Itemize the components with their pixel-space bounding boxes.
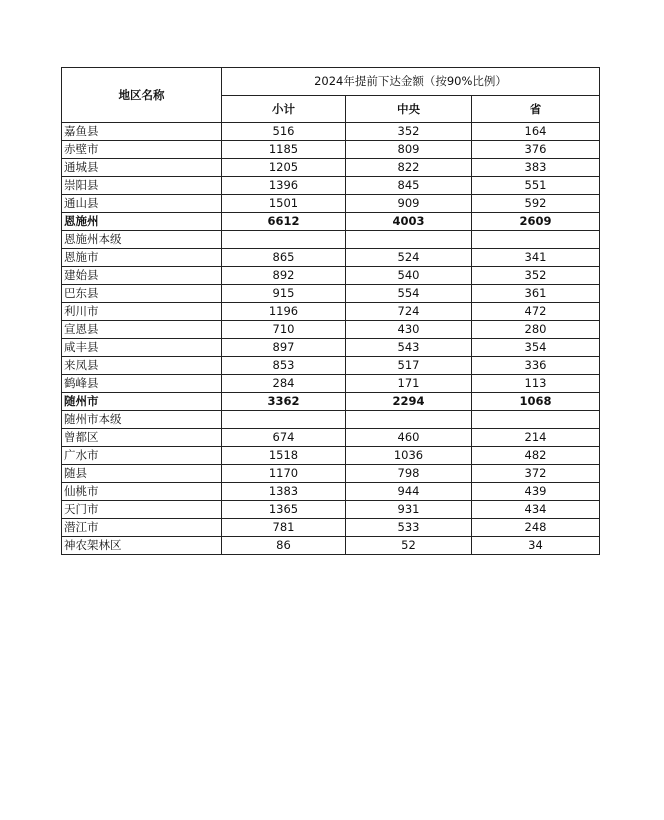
province-cell: 34 [472, 537, 600, 555]
subtotal-cell: 1383 [222, 483, 346, 501]
province-cell: 376 [472, 141, 600, 159]
table-row [62, 195, 600, 213]
central-cell: 798 [346, 465, 472, 483]
table-row [62, 231, 600, 249]
table-body [62, 123, 600, 555]
region-name-cell: 赤壁市 [62, 141, 222, 159]
subtotal-cell [222, 231, 346, 249]
province-cell: 383 [472, 159, 600, 177]
region-name-cell: 崇阳县 [62, 177, 222, 195]
region-name-cell: 鹤峰县 [62, 375, 222, 393]
subtotal-cell: 853 [222, 357, 346, 375]
province-cell: 1068 [472, 393, 600, 411]
subtotal-cell [222, 411, 346, 429]
province-cell: 341 [472, 249, 600, 267]
province-cell: 482 [472, 447, 600, 465]
central-cell: 809 [346, 141, 472, 159]
central-cell: 931 [346, 501, 472, 519]
central-cell: 430 [346, 321, 472, 339]
table-row [62, 159, 600, 177]
central-cell: 171 [346, 375, 472, 393]
region-name-cell: 随州市 [62, 393, 222, 411]
province-cell: 434 [472, 501, 600, 519]
subtotal-cell: 892 [222, 267, 346, 285]
subtotal-cell: 865 [222, 249, 346, 267]
province-cell: 280 [472, 321, 600, 339]
region-name-cell: 利川市 [62, 303, 222, 321]
subtotal-cell: 1196 [222, 303, 346, 321]
table-row [62, 411, 600, 429]
central-cell: 543 [346, 339, 472, 357]
region-name-cell: 神农架林区 [62, 537, 222, 555]
subtotal-cell: 1185 [222, 141, 346, 159]
region-name-cell: 建始县 [62, 267, 222, 285]
region-name-cell: 通山县 [62, 195, 222, 213]
province-cell: 113 [472, 375, 600, 393]
subtotal-cell: 3362 [222, 393, 346, 411]
central-cell [346, 231, 472, 249]
table-row [62, 123, 600, 141]
province-cell: 2609 [472, 213, 600, 231]
region-name-cell: 潜江市 [62, 519, 222, 537]
header-row-top [62, 68, 600, 96]
subtotal-cell: 674 [222, 429, 346, 447]
subtotal-cell: 897 [222, 339, 346, 357]
province-cell: 361 [472, 285, 600, 303]
subtotal-cell: 6612 [222, 213, 346, 231]
region-name-cell: 通城县 [62, 159, 222, 177]
region-name-cell: 咸丰县 [62, 339, 222, 357]
table-row [62, 303, 600, 321]
subtotal-cell: 284 [222, 375, 346, 393]
province-cell [472, 231, 600, 249]
table-row [62, 141, 600, 159]
amount-group-header: 2024年提前下达金额（按90%比例） [222, 68, 600, 96]
central-cell: 909 [346, 195, 472, 213]
region-name-cell: 恩施州本级 [62, 231, 222, 249]
province-cell: 551 [472, 177, 600, 195]
region-name-cell: 来凤县 [62, 357, 222, 375]
central-cell: 352 [346, 123, 472, 141]
central-cell: 533 [346, 519, 472, 537]
region-column-header: 地区名称 [62, 68, 222, 123]
region-name-cell: 恩施市 [62, 249, 222, 267]
province-cell [472, 411, 600, 429]
region-name-cell: 嘉鱼县 [62, 123, 222, 141]
subtotal-cell: 1205 [222, 159, 346, 177]
province-cell: 352 [472, 267, 600, 285]
province-cell: 336 [472, 357, 600, 375]
central-cell: 822 [346, 159, 472, 177]
region-name-cell: 天门市 [62, 501, 222, 519]
central-cell: 540 [346, 267, 472, 285]
table-row [62, 177, 600, 195]
central-cell: 1036 [346, 447, 472, 465]
table-row [62, 267, 600, 285]
subtotal-cell: 710 [222, 321, 346, 339]
central-cell: 554 [346, 285, 472, 303]
table-row [62, 357, 600, 375]
subtotal-cell: 781 [222, 519, 346, 537]
table-row [62, 285, 600, 303]
region-name-cell: 广水市 [62, 447, 222, 465]
subtotal-cell: 1396 [222, 177, 346, 195]
province-cell: 439 [472, 483, 600, 501]
table-row [62, 519, 600, 537]
table-row [62, 465, 600, 483]
central-cell: 517 [346, 357, 472, 375]
table-row [62, 339, 600, 357]
province-cell: 592 [472, 195, 600, 213]
subtotal-cell: 1501 [222, 195, 346, 213]
table-header [62, 68, 600, 123]
region-name-cell: 恩施州 [62, 213, 222, 231]
region-name-cell: 仙桃市 [62, 483, 222, 501]
central-cell: 944 [346, 483, 472, 501]
central-cell: 52 [346, 537, 472, 555]
province-column-header: 省 [472, 96, 600, 123]
province-cell: 214 [472, 429, 600, 447]
province-cell: 248 [472, 519, 600, 537]
subtotal-cell: 516 [222, 123, 346, 141]
allocation-table [61, 67, 600, 555]
subtotal-cell: 1170 [222, 465, 346, 483]
central-cell: 724 [346, 303, 472, 321]
region-name-cell: 随州市本级 [62, 411, 222, 429]
central-cell: 524 [346, 249, 472, 267]
region-name-cell: 曾都区 [62, 429, 222, 447]
province-cell: 472 [472, 303, 600, 321]
table-row [62, 537, 600, 555]
subtotal-cell: 915 [222, 285, 346, 303]
region-name-cell: 巴东县 [62, 285, 222, 303]
province-cell: 354 [472, 339, 600, 357]
central-column-header: 中央 [346, 96, 472, 123]
subtotal-cell: 86 [222, 537, 346, 555]
subtotal-cell: 1365 [222, 501, 346, 519]
central-cell: 845 [346, 177, 472, 195]
central-cell [346, 411, 472, 429]
table-row [62, 447, 600, 465]
province-cell: 164 [472, 123, 600, 141]
central-cell: 460 [346, 429, 472, 447]
subtotal-column-header: 小计 [222, 96, 346, 123]
central-cell: 2294 [346, 393, 472, 411]
central-cell: 4003 [346, 213, 472, 231]
table-row [62, 213, 600, 231]
table-row [62, 501, 600, 519]
province-cell: 372 [472, 465, 600, 483]
region-name-cell: 宣恩县 [62, 321, 222, 339]
table-row [62, 321, 600, 339]
region-name-cell: 随县 [62, 465, 222, 483]
table-row [62, 429, 600, 447]
subtotal-cell: 1518 [222, 447, 346, 465]
table-row [62, 483, 600, 501]
table-row [62, 393, 600, 411]
table-row [62, 375, 600, 393]
table-row [62, 249, 600, 267]
